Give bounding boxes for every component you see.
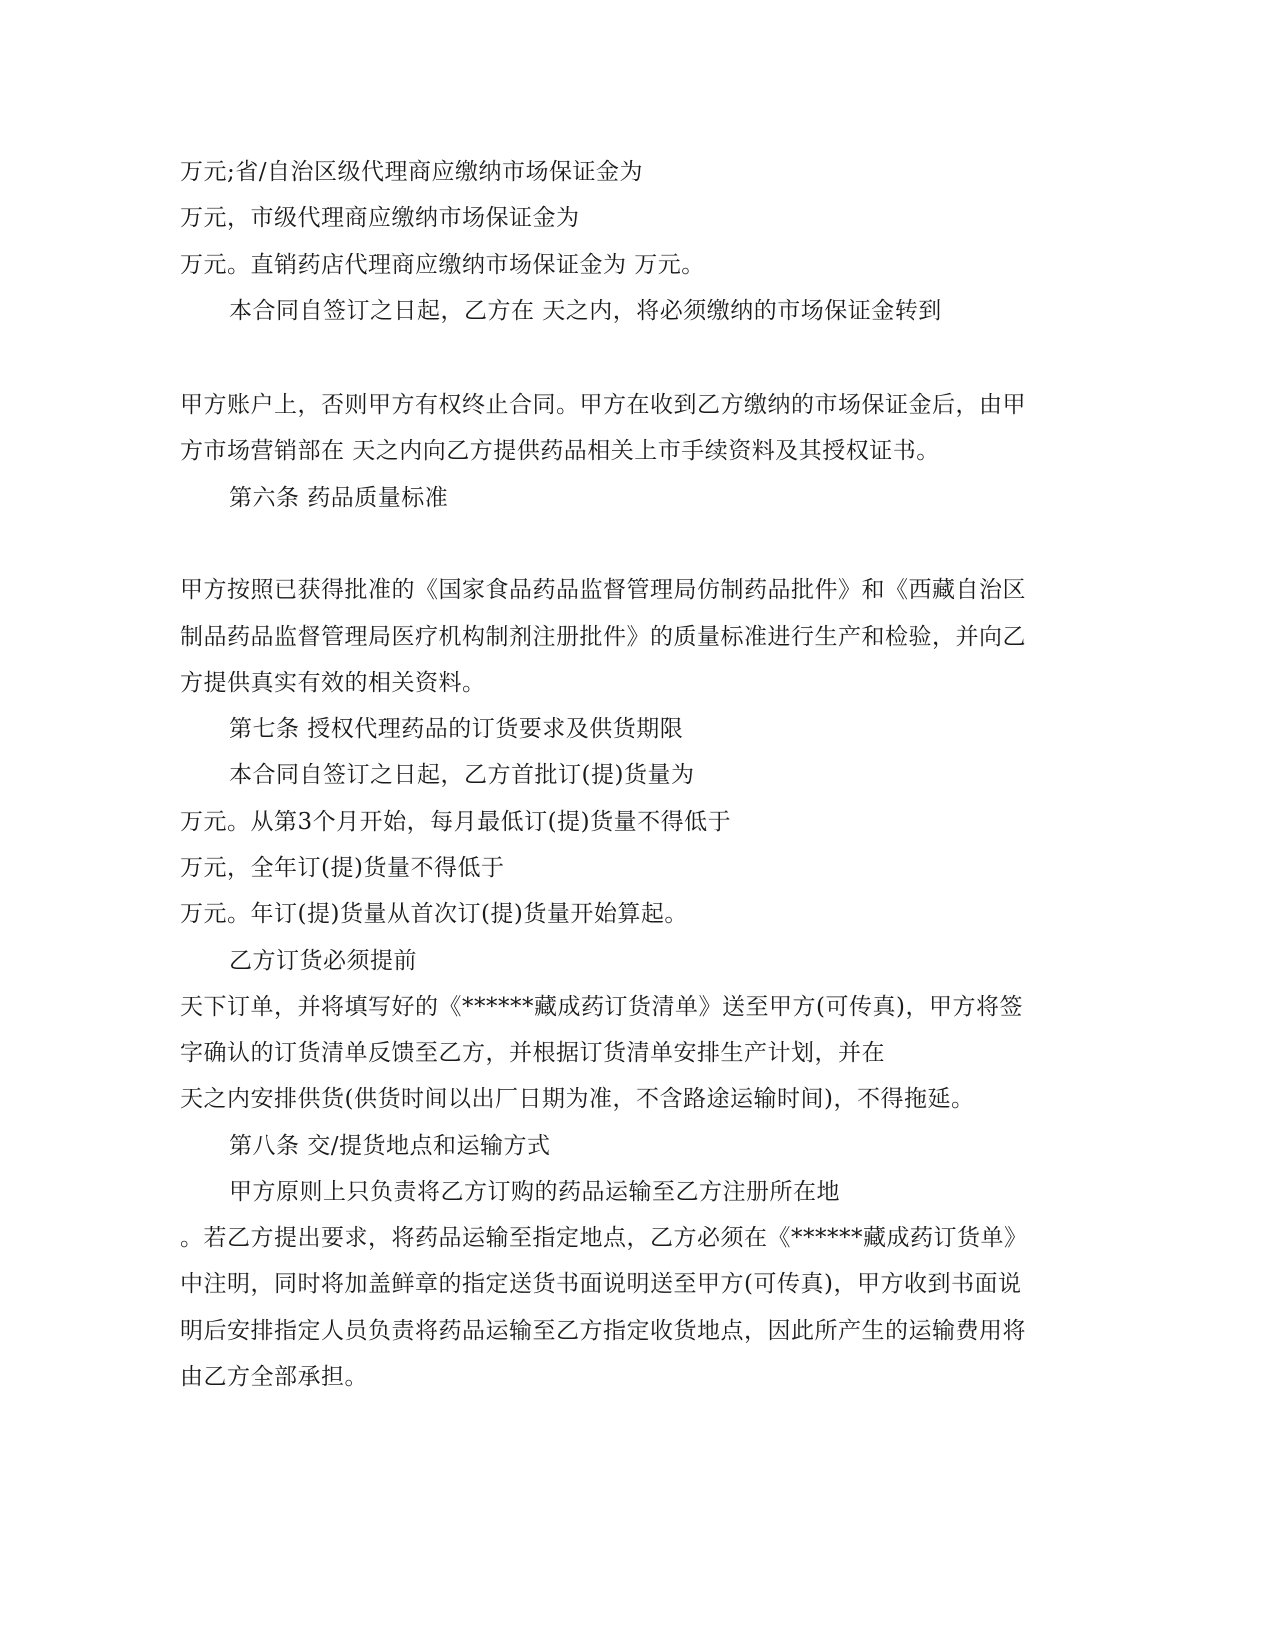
- text-line-advance-order: 乙方订货必须提前: [229, 948, 417, 974]
- article-6-heading: 第六条 药品质量标准: [229, 485, 449, 511]
- text-line-written-notice: 中注明，同时将加盖鲜章的指定送货书面说明送至甲方(可传真)，甲方收到书面说: [180, 1271, 1022, 1297]
- text-line-transport-cost: 明后安排指定人员负责将药品运输至乙方指定收货地点，因此所产生的运输费用将: [180, 1318, 1026, 1344]
- text-line-quality-approval: 甲方按照已获得批准的《国家食品药品监督管理局仿制药品批件》和《西藏自治区: [180, 577, 1026, 603]
- text-line-delivery-request: 。若乙方提出要求，将药品运输至指定地点，乙方必须在《******藏成药订货单》: [180, 1225, 1028, 1251]
- text-line-deposit-provincial: 万元;省/自治区级代理商应缴纳市场保证金为: [180, 159, 643, 185]
- text-line-cost-borne: 由乙方全部承担。: [180, 1364, 368, 1390]
- text-line-deposit-deadline: 本合同自签订之日起，乙方在 天之内，将必须缴纳的市场保证金转到: [229, 298, 942, 324]
- text-line-account-terms: 甲方账户上，否则甲方有权终止合同。甲方在收到乙方缴纳的市场保证金后，由甲: [180, 392, 1026, 418]
- article-8-heading: 第八条 交/提货地点和运输方式: [229, 1133, 551, 1159]
- text-line-deposit-municipal: 万元，市级代理商应缴纳市场保证金为: [180, 205, 580, 231]
- text-line-marketing-docs: 方市场营销部在 天之内向乙方提供药品相关上市手续资料及其授权证书。: [180, 438, 940, 464]
- text-line-quality-docs: 方提供真实有效的相关资料。: [180, 670, 486, 696]
- text-line-supply-deadline: 天之内安排供货(供货时间以出厂日期为准，不含路途运输时间)，不得拖延。: [180, 1086, 975, 1112]
- text-line-first-order: 本合同自签订之日起，乙方首批订(提)货量为: [229, 762, 695, 788]
- text-line-annual-start: 万元。年订(提)货量从首次订(提)货量开始算起。: [180, 901, 688, 927]
- text-line-annual-minimum: 万元，全年订(提)货量不得低于: [180, 855, 505, 881]
- text-line-monthly-minimum: 万元。从第3个月开始，每月最低订(提)货量不得低于: [180, 809, 732, 835]
- text-line-quality-standard: 制品药品监督管理局医疗机构制剂注册批件》的质量标准进行生产和检验，并向乙: [180, 624, 1026, 650]
- text-line-production-plan: 字确认的订货清单反馈至乙方，并根据订货清单安排生产计划，并在: [180, 1040, 885, 1066]
- text-line-deposit-pharmacy: 万元。直销药店代理商应缴纳市场保证金为 万元。: [180, 252, 705, 278]
- article-7-heading: 第七条 授权代理药品的订货要求及供货期限: [229, 716, 684, 742]
- text-line-order-form: 天下订单，并将填写好的《******藏成药订货清单》送至甲方(可传真)，甲方将签: [180, 994, 1023, 1020]
- text-line-delivery-location: 甲方原则上只负责将乙方订购的药品运输至乙方注册所在地: [229, 1179, 840, 1205]
